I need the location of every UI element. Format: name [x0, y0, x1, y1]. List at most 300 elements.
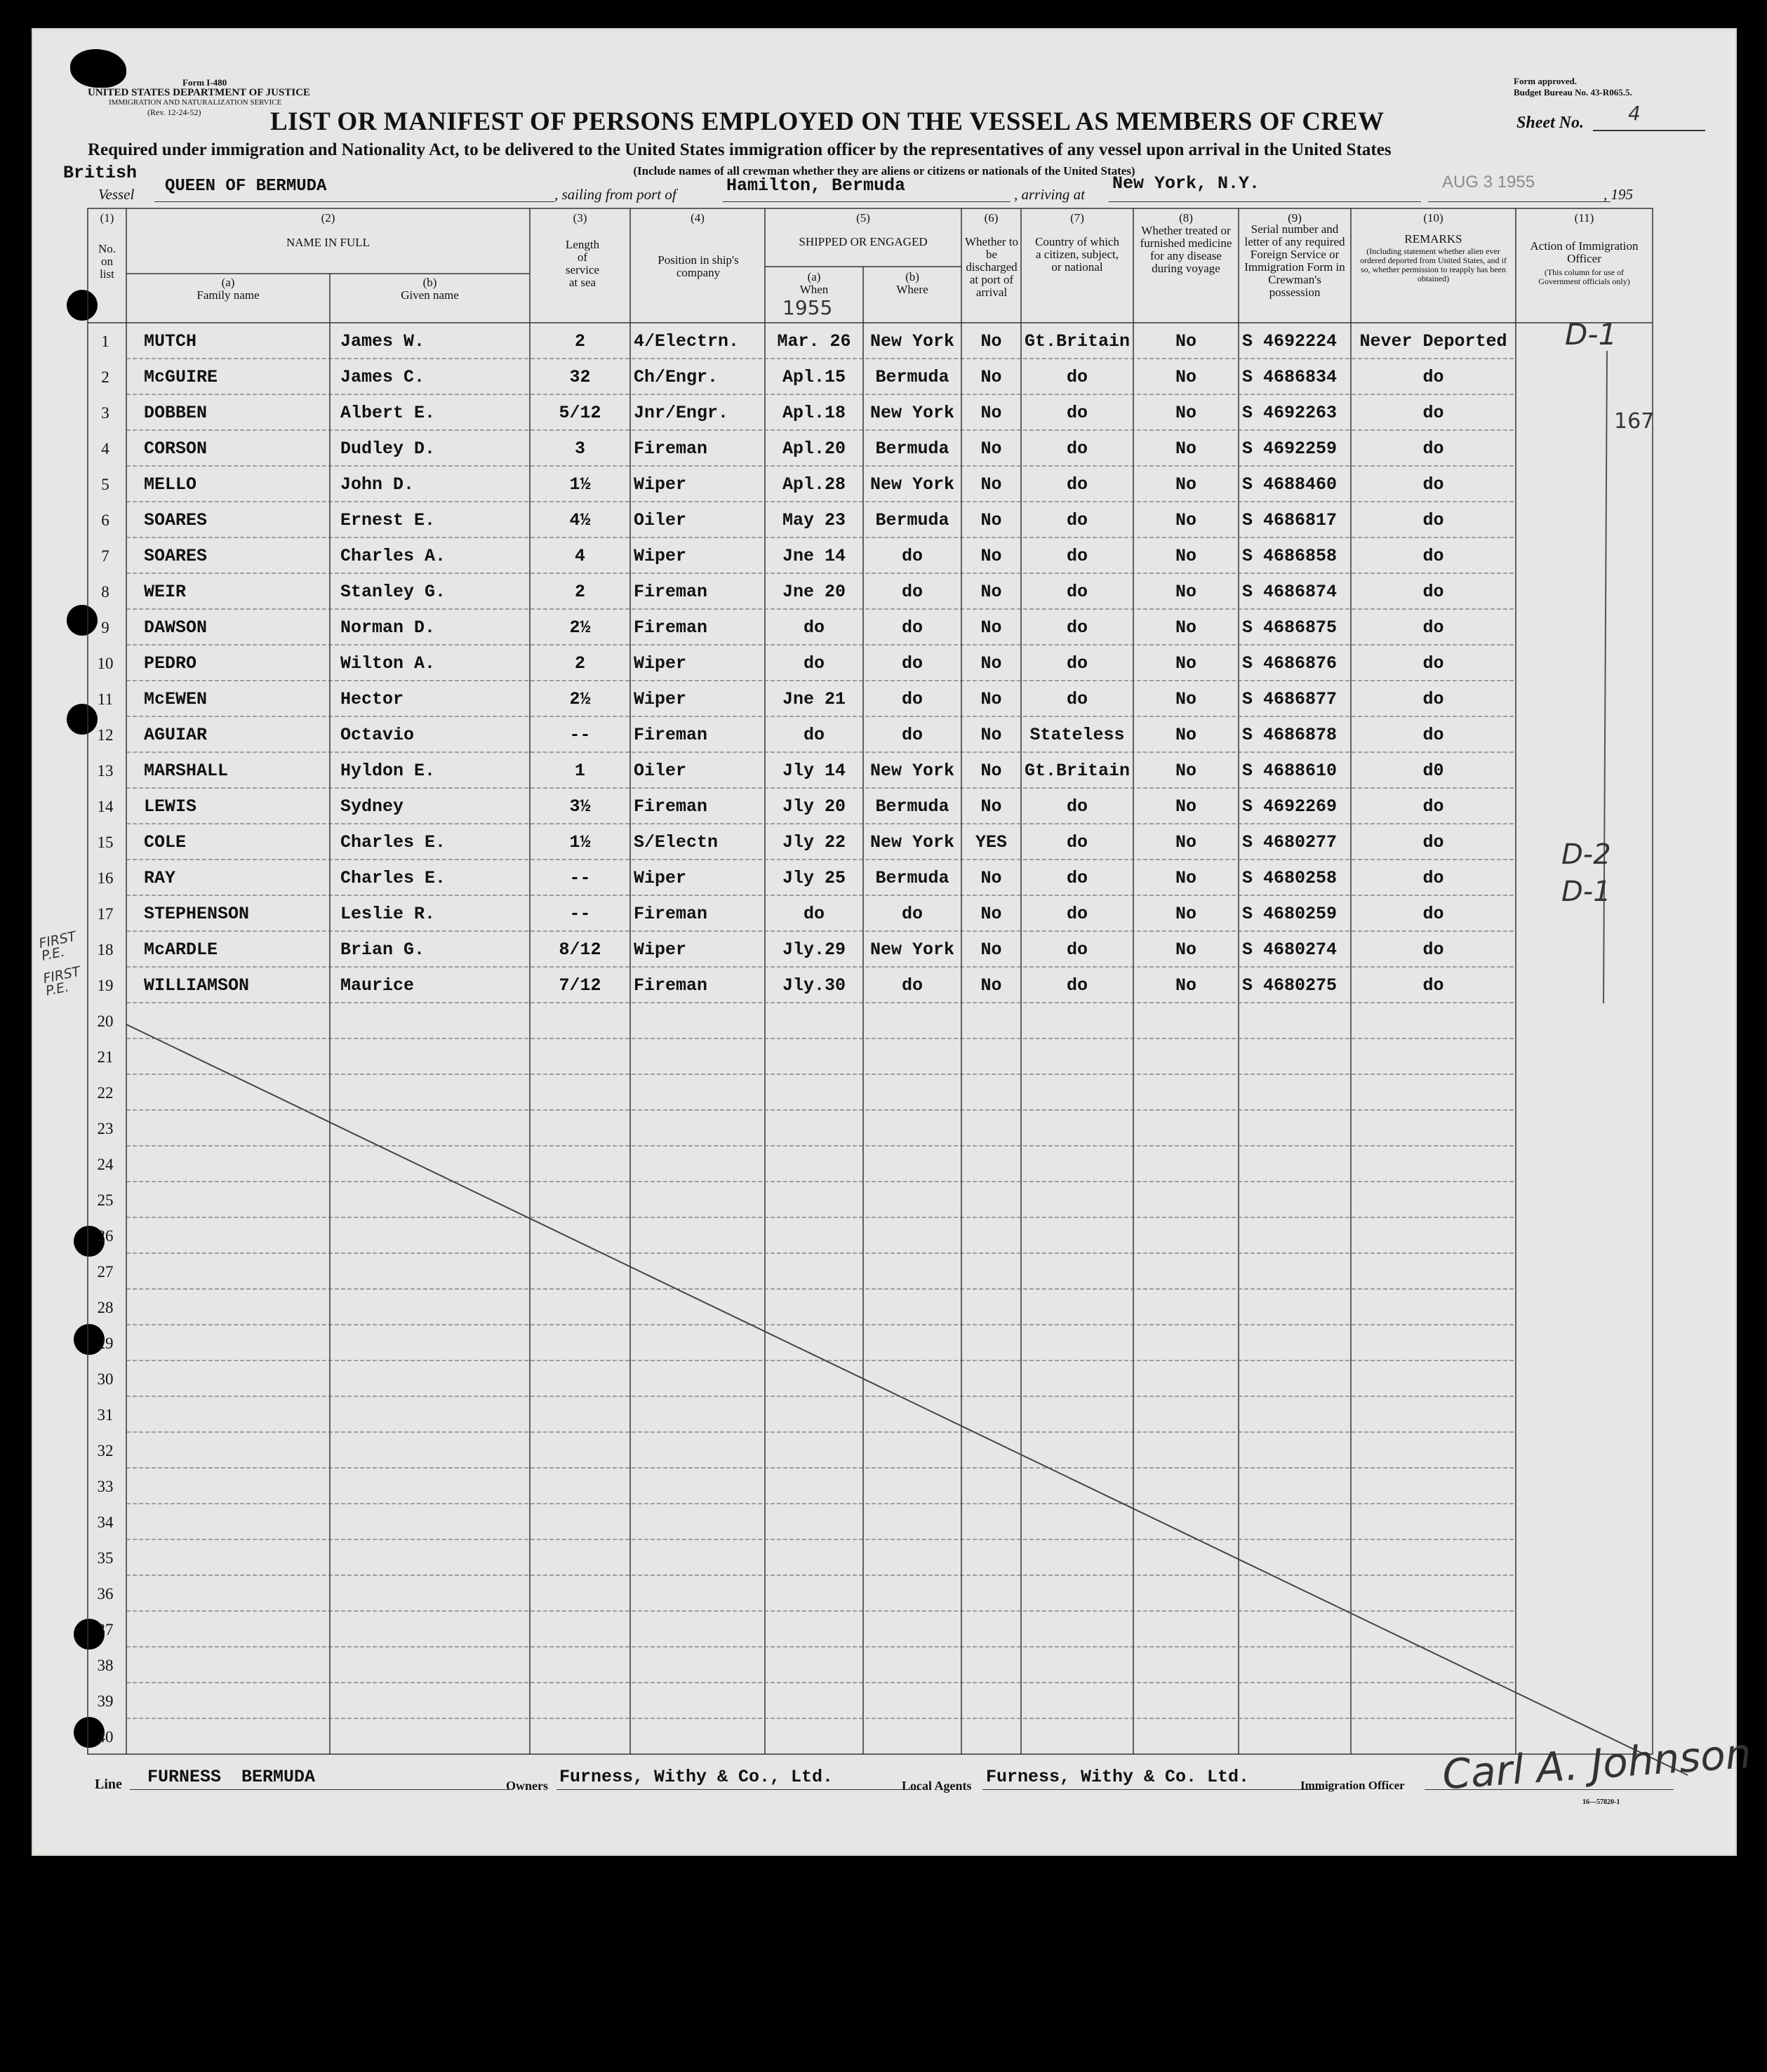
col3-number: (3) [573, 211, 587, 225]
family-name-cell: DOBBEN [144, 403, 208, 423]
remarks-cell: do [1422, 940, 1444, 960]
service-length-cell: 4 [574, 546, 585, 566]
family-name-cell: McARDLE [144, 940, 218, 960]
remarks-cell: do [1422, 689, 1444, 709]
manifest-sheet [32, 28, 1753, 1856]
position-cell: Wiper [634, 546, 687, 566]
treated-cell: No [1175, 617, 1196, 638]
remarks-cell: do [1422, 975, 1444, 996]
position-cell: Wiper [634, 653, 687, 674]
given-name-cell: James W. [340, 331, 425, 352]
row-number: 36 [97, 1585, 114, 1603]
col8-header: Whether treated or furnished medicine for any disease during voyage [1140, 224, 1232, 275]
col2a-header: (a) Family name [196, 276, 260, 302]
remarks-cell: do [1422, 904, 1444, 924]
serial-number-cell: S 4686858 [1242, 546, 1338, 566]
agency-line1: UNITED STATES DEPARTMENT OF JUSTICE [88, 87, 311, 98]
treated-cell: No [1175, 940, 1196, 960]
row-number: 20 [97, 1012, 114, 1030]
shipped-when-cell: Mar. 26 [777, 331, 851, 352]
given-name-cell: James C. [340, 367, 425, 387]
service-length-cell: 3½ [569, 796, 591, 817]
given-name-cell: Norman D. [340, 617, 436, 638]
country-cell: Gt.Britain [1024, 761, 1131, 781]
col3-header: Length of service at sea [565, 238, 600, 289]
sheet-no-label: Sheet No. [1516, 114, 1584, 132]
treated-cell: No [1175, 582, 1196, 602]
col11-header: Action of Immigration Officer [1530, 239, 1639, 265]
row-number: 14 [97, 798, 114, 815]
shipped-where-cell: do [901, 904, 923, 924]
family-name-cell: McGUIRE [144, 367, 218, 387]
sheet-no-value: 4 [1628, 102, 1641, 125]
family-name-cell: MARSHALL [144, 761, 229, 781]
position-cell: Fireman [634, 582, 708, 602]
row-number: 22 [97, 1084, 114, 1102]
row-number: 23 [97, 1120, 114, 1137]
family-name-cell: AGUIAR [144, 725, 208, 745]
country-cell: do [1066, 582, 1088, 602]
row-number: 19 [97, 977, 114, 994]
given-name-cell: Hyldon E. [340, 761, 436, 781]
shipped-where-cell: New York [869, 403, 955, 423]
family-name-cell: MELLO [144, 474, 197, 495]
shipped-when-cell: Jne 20 [782, 582, 846, 602]
remarks-cell: do [1422, 617, 1444, 638]
discharged-cell: No [980, 510, 1002, 530]
position-cell: Fireman [634, 617, 708, 638]
treated-cell: No [1175, 868, 1196, 888]
serial-number-cell: S 4680275 [1242, 975, 1338, 996]
given-name-cell: John D. [340, 474, 415, 495]
col5b-header: (b) Where [896, 270, 928, 296]
shipped-where-cell: do [901, 725, 923, 745]
position-cell: Jnr/Engr. [634, 403, 729, 423]
col6-number: (6) [984, 211, 999, 225]
col2b-header: (b) Given name [401, 276, 459, 302]
given-name-cell: Maurice [340, 975, 415, 996]
shipped-where-cell: do [901, 689, 923, 709]
row-number: 34 [97, 1513, 114, 1531]
discharged-cell: No [980, 403, 1002, 423]
row-number: 1 [101, 333, 109, 350]
given-name-cell: Charles A. [340, 546, 446, 566]
service-length-cell: -- [569, 904, 591, 924]
owners-label: Owners [506, 1779, 548, 1793]
shipped-when-cell: do [803, 617, 825, 638]
col9-header: Serial number and letter of any required Foreign Service or Immigration Form in Crewman's possession [1244, 222, 1345, 299]
col9-number: (9) [1288, 211, 1302, 225]
discharged-cell: No [980, 582, 1002, 602]
row-number: 12 [97, 726, 114, 744]
margin-note-first-pe: FIRST P.E. [41, 963, 82, 999]
remarks-cell: do [1422, 474, 1444, 495]
row-number: 40 [97, 1728, 114, 1746]
col11-subheader: (This column for use of Government officials only) [1538, 267, 1630, 286]
shipped-where-cell: do [901, 546, 923, 566]
sailing-label: , sailing from port of [554, 186, 676, 203]
shipped-when-cell: Jne 14 [782, 546, 846, 566]
serial-number-cell: S 4686817 [1242, 510, 1338, 530]
shipped-where-cell: New York [869, 331, 955, 352]
shipped-when-cell: May 23 [782, 510, 846, 530]
row-number: 39 [97, 1692, 114, 1710]
row-number: 35 [97, 1549, 114, 1567]
form-approved: Form approved. [1514, 76, 1578, 86]
action-annotation-row1: D-1 [1565, 317, 1618, 352]
given-name-cell: Brian G. [340, 940, 425, 960]
shipped-when-cell: Jly.30 [782, 975, 846, 996]
treated-cell: No [1175, 474, 1196, 495]
arrival-date-stamp: AUG 3 1955 [1442, 173, 1535, 192]
treated-cell: No [1175, 796, 1196, 817]
position-cell: Fireman [634, 439, 708, 459]
serial-number-cell: S 4686876 [1242, 653, 1338, 674]
officer-signature: Carl A. Johnson [1441, 1729, 1753, 1799]
remarks-cell: do [1422, 403, 1444, 423]
form-number: Form I-480 [182, 77, 227, 88]
row-number: 38 [97, 1657, 114, 1674]
position-cell: Oiler [634, 761, 687, 781]
row-number: 3 [101, 404, 109, 422]
row-number: 37 [97, 1621, 114, 1638]
position-cell: S/Electn [634, 832, 719, 853]
col2-number: (2) [321, 211, 335, 225]
family-name-cell: LEWIS [144, 796, 197, 817]
row-number: 13 [97, 762, 114, 780]
given-name-cell: Stanley G. [340, 582, 446, 602]
given-name-cell: Octavio [340, 725, 415, 745]
treated-cell: No [1175, 510, 1196, 530]
position-cell: Wiper [634, 868, 687, 888]
shipped-where-cell: New York [869, 474, 955, 495]
discharged-cell: No [980, 653, 1002, 674]
service-length-cell: 2½ [569, 617, 591, 638]
col1-header: No. on list [98, 242, 116, 281]
treated-cell: No [1175, 546, 1196, 566]
remarks-cell: do [1422, 868, 1444, 888]
serial-number-cell: S 4686874 [1242, 582, 1338, 602]
serial-number-cell: S 4686878 [1242, 725, 1338, 745]
country-cell: do [1066, 653, 1088, 674]
family-name-cell: DAWSON [144, 617, 208, 638]
agency-line2: IMMIGRATION AND NATURALIZATION SERVICE [109, 98, 282, 107]
serial-number-cell: S 4692259 [1242, 439, 1338, 459]
row-number: 10 [97, 655, 114, 672]
arriving-label: , arriving at [1014, 186, 1085, 203]
budget-bureau: Budget Bureau No. 43-R065.5. [1514, 87, 1632, 98]
given-name-cell: Dudley D. [340, 439, 436, 459]
given-name-cell: Ernest E. [340, 510, 436, 530]
serial-number-cell: S 4680274 [1242, 940, 1338, 960]
row-number: 9 [101, 619, 109, 636]
family-name-cell: MUTCH [144, 331, 197, 352]
country-cell: do [1066, 510, 1088, 530]
treated-cell: No [1175, 367, 1196, 387]
discharged-cell: No [980, 940, 1002, 960]
shipped-where-cell: New York [869, 761, 955, 781]
line-label: Line [95, 1777, 122, 1792]
country-cell: do [1066, 868, 1088, 888]
vessel-name: QUEEN OF BERMUDA [165, 177, 327, 196]
discharged-cell: No [980, 367, 1002, 387]
year-suffix: , 195 [1603, 186, 1633, 203]
position-cell: 4/Electrn. [634, 331, 740, 352]
service-length-cell: 4½ [569, 510, 591, 530]
remarks-cell: Never Deported [1359, 331, 1507, 352]
country-cell: do [1066, 367, 1088, 387]
action-annotation-row3: 167 [1614, 409, 1655, 434]
remarks-cell: do [1422, 653, 1444, 674]
treated-cell: No [1175, 689, 1196, 709]
remarks-cell: do [1422, 510, 1444, 530]
serial-number-cell: S 4680258 [1242, 868, 1338, 888]
row-number: 26 [97, 1227, 114, 1245]
shipped-when-cell: Jly 25 [782, 868, 846, 888]
shipped-where-cell: do [901, 975, 923, 996]
treated-cell: No [1175, 653, 1196, 674]
local-agents-value: Furness, Withy & Co. Ltd. [986, 1767, 1250, 1787]
position-cell: Fireman [634, 975, 708, 996]
col1-number: (1) [100, 211, 114, 225]
col11-number: (11) [1574, 211, 1594, 225]
shipped-when-cell: Jly.29 [782, 940, 846, 960]
row-number: 17 [97, 905, 114, 923]
country-cell: do [1066, 403, 1088, 423]
given-name-cell: Albert E. [340, 403, 436, 423]
service-length-cell: 1½ [569, 832, 591, 853]
discharged-cell: No [980, 546, 1002, 566]
row-number: 5 [101, 476, 109, 493]
position-cell: Fireman [634, 904, 708, 924]
required-text: Required under immigration and Nationality Act, to be delivered to the United States immigration officer by the representatives of any vessel upon arrival in the United States [88, 140, 1392, 159]
row-number: 6 [101, 512, 109, 529]
sailing-port: Hamilton, Bermuda [726, 175, 906, 196]
row-number: 25 [97, 1191, 114, 1209]
row-number: 7 [101, 547, 109, 565]
shipped-when-cell: Jly 20 [782, 796, 846, 817]
col2-header: NAME IN FULL [286, 236, 370, 249]
row-number: 21 [97, 1048, 114, 1066]
discharged-cell: No [980, 689, 1002, 709]
col10-header: REMARKS [1404, 232, 1462, 246]
remarks-cell: do [1422, 796, 1444, 817]
arriving-port: New York, N.Y. [1112, 173, 1260, 194]
country-cell: Gt.Britain [1024, 331, 1131, 352]
service-length-cell: 2 [574, 582, 585, 602]
given-name-cell: Charles E. [340, 832, 446, 853]
family-name-cell: McEWEN [144, 689, 208, 709]
remarks-cell: do [1422, 546, 1444, 566]
treated-cell: No [1175, 439, 1196, 459]
service-length-cell: -- [569, 868, 591, 888]
discharged-cell: No [980, 796, 1002, 817]
flag-nationality: British [63, 163, 138, 183]
service-length-cell: -- [569, 725, 591, 745]
treated-cell: No [1175, 725, 1196, 745]
serial-number-cell: S 4688460 [1242, 474, 1338, 495]
row-number: 16 [97, 869, 114, 887]
given-name-cell: Charles E. [340, 868, 446, 888]
col7-header: Country of which a citizen, subject, or national [1035, 235, 1119, 274]
serial-number-cell: S 4686877 [1242, 689, 1338, 709]
discharged-cell: No [980, 868, 1002, 888]
shipped-when-cell: Jne 21 [782, 689, 846, 709]
remarks-cell: do [1422, 832, 1444, 853]
service-length-cell: 7/12 [559, 975, 601, 996]
action-annotation-row16: D-1 [1561, 876, 1611, 908]
country-cell: do [1066, 617, 1088, 638]
position-cell: Oiler [634, 510, 687, 530]
shipped-when-cell: Jly 22 [782, 832, 846, 853]
position-cell: Ch/Engr. [634, 367, 719, 387]
family-name-cell: SOARES [144, 546, 208, 566]
serial-number-cell: S 4680277 [1242, 832, 1338, 853]
country-cell: do [1066, 439, 1088, 459]
col5-header: SHIPPED OR ENGAGED [799, 235, 928, 248]
shipped-where-cell: do [901, 582, 923, 602]
remarks-cell: do [1422, 582, 1444, 602]
line-value: FURNESS BERMUDA [147, 1767, 316, 1787]
treated-cell: No [1175, 975, 1196, 996]
country-cell: do [1066, 474, 1088, 495]
shipped-where-cell: Bermuda [875, 439, 949, 459]
discharged-cell: YES [975, 832, 1007, 853]
serial-number-cell: S 4686834 [1242, 367, 1338, 387]
shipped-where-cell: New York [869, 832, 955, 853]
service-length-cell: 32 [569, 367, 591, 387]
row-number: 24 [97, 1156, 114, 1173]
shipped-where-cell: New York [869, 940, 955, 960]
given-name-cell: Wilton A. [340, 653, 436, 674]
family-name-cell: CORSON [144, 439, 208, 459]
margin-note-first-pe: FIRST P.E. [37, 928, 78, 964]
family-name-cell: RAY [144, 868, 176, 888]
row-number: 18 [97, 941, 114, 958]
family-name-cell: WEIR [144, 582, 187, 602]
row-number: 29 [97, 1335, 114, 1352]
row-number: 27 [97, 1263, 114, 1281]
shipped-when-cell: do [803, 725, 825, 745]
col5a-header: (a) When [799, 270, 829, 296]
family-name-cell: SOARES [144, 510, 208, 530]
vessel-label: Vessel [98, 186, 135, 203]
country-cell: do [1066, 546, 1088, 566]
given-name-cell: Hector [340, 689, 404, 709]
remarks-cell: do [1422, 367, 1444, 387]
page-title: LIST OR MANIFEST OF PERSONS EMPLOYED ON THE VESSEL AS MEMBERS OF CREW [270, 107, 1385, 136]
shipped-when-cell: Jly 14 [782, 761, 846, 781]
serial-number-cell: S 4692224 [1242, 331, 1338, 352]
country-cell: Stateless [1029, 725, 1125, 745]
col6-header: Whether to be discharged at port of arrival [965, 235, 1018, 299]
remarks-cell: do [1422, 439, 1444, 459]
treated-cell: No [1175, 403, 1196, 423]
shipped-when-cell: do [803, 904, 825, 924]
discharged-cell: No [980, 617, 1002, 638]
shipped-where-cell: Bermuda [875, 868, 949, 888]
print-code: 16—57820-1 [1582, 1798, 1620, 1806]
service-length-cell: 2 [574, 653, 585, 674]
shipped-where-cell: Bermuda [875, 796, 949, 817]
immigration-officer-label: Immigration Officer [1300, 1779, 1405, 1792]
country-cell: do [1066, 940, 1088, 960]
position-cell: Wiper [634, 474, 687, 495]
row-number: 8 [101, 583, 109, 601]
include-text: (Include names of all crewman whether they are aliens or citizens or nationals of the United States) [633, 164, 1135, 178]
discharged-cell: No [980, 331, 1002, 352]
discharged-cell: No [980, 474, 1002, 495]
discharged-cell: No [980, 725, 1002, 745]
discharged-cell: No [980, 975, 1002, 996]
family-name-cell: PEDRO [144, 653, 197, 674]
discharged-cell: No [980, 439, 1002, 459]
serial-number-cell: S 4692263 [1242, 403, 1338, 423]
service-length-cell: 1½ [569, 474, 591, 495]
serial-number-cell: S 4680259 [1242, 904, 1338, 924]
service-length-cell: 2½ [569, 689, 591, 709]
col8-number: (8) [1179, 211, 1193, 225]
serial-number-cell: S 4688610 [1242, 761, 1338, 781]
shipped-where-cell: Bermuda [875, 367, 949, 387]
treated-cell: No [1175, 331, 1196, 352]
col4-header: Position in ship's company [658, 253, 739, 279]
discharged-cell: No [980, 904, 1002, 924]
form-revision: (Rev. 12-24-52) [147, 107, 201, 117]
col10-number: (10) [1423, 211, 1443, 225]
family-name-cell: WILLIAMSON [144, 975, 250, 996]
row-number: 31 [97, 1406, 114, 1424]
row-number: 28 [97, 1299, 114, 1316]
family-name-cell: COLE [144, 832, 187, 853]
row-number: 2 [101, 368, 109, 386]
shipped-when-cell: do [803, 653, 825, 674]
treated-cell: No [1175, 832, 1196, 853]
service-length-cell: 3 [574, 439, 585, 459]
serial-number-cell: S 4692269 [1242, 796, 1338, 817]
row-number: 4 [101, 440, 109, 457]
col5a-year: 1955 [782, 296, 833, 319]
position-cell: Fireman [634, 725, 708, 745]
col5-number: (5) [856, 211, 870, 225]
serial-number-cell: S 4686875 [1242, 617, 1338, 638]
local-agents-label: Local Agents [902, 1779, 972, 1793]
col10-subheader: (Including statement whether alien ever ordered deported from United States, and if so, whether permission to reapply has been obtained) [1360, 246, 1507, 283]
position-cell: Wiper [634, 940, 687, 960]
position-cell: Wiper [634, 689, 687, 709]
position-cell: Fireman [634, 796, 708, 817]
treated-cell: No [1175, 904, 1196, 924]
service-length-cell: 5/12 [559, 403, 601, 423]
row-number: 32 [97, 1442, 114, 1459]
given-name-cell: Sydney [340, 796, 404, 817]
service-length-cell: 1 [574, 761, 585, 781]
given-name-cell: Leslie R. [340, 904, 436, 924]
shipped-when-cell: Apl.15 [782, 367, 846, 387]
remarks-cell: do [1422, 725, 1444, 745]
row-number: 33 [97, 1478, 114, 1495]
service-length-cell: 2 [574, 331, 585, 352]
country-cell: do [1066, 975, 1088, 996]
country-cell: do [1066, 689, 1088, 709]
col7-number: (7) [1070, 211, 1084, 225]
action-annotation-row15: D-2 [1561, 838, 1611, 871]
row-number: 11 [97, 690, 114, 708]
shipped-when-cell: Apl.20 [782, 439, 846, 459]
row-number: 30 [97, 1370, 114, 1388]
country-cell: do [1066, 796, 1088, 817]
shipped-where-cell: do [901, 653, 923, 674]
